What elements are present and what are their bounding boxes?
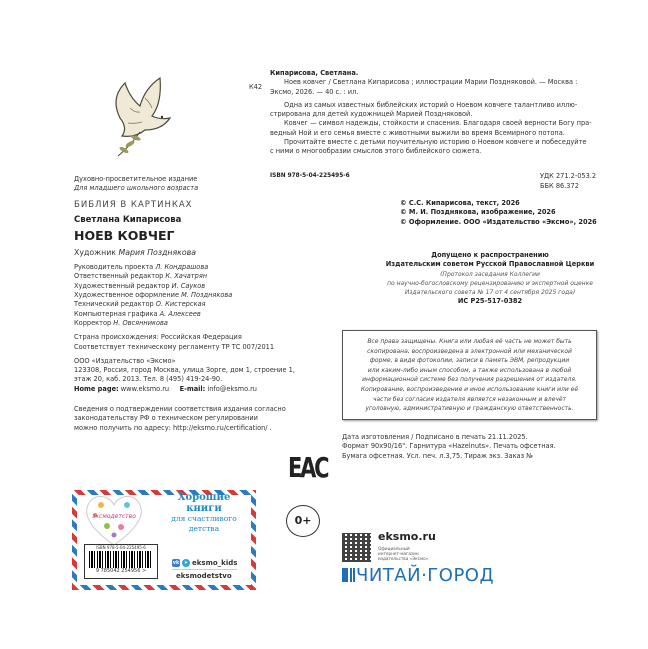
annotation-line: Ковчег — символ надежды, стойкости и спасения. Благодаря своей верности Богу пра-: [284, 119, 592, 128]
social-links: [172, 557, 237, 582]
rights-line: Копирование, воспроизведение и иное использование книги или её: [360, 385, 579, 393]
slogan-line: детства: [188, 524, 220, 533]
rights-line: скопирована, воспроизведена в электронной или механической: [367, 347, 572, 355]
series-title: БИБЛИЯ В КАРТИНКАХ: [74, 199, 193, 210]
catalog-code: К42: [249, 83, 263, 91]
certification-line: Сведения о подтверждении соответствия издания согласно: [74, 405, 286, 414]
credit-line: [74, 272, 295, 281]
udk: УДК 271.2-053.2: [540, 172, 597, 180]
illustrator-role: Художник: [74, 248, 119, 258]
credit-name: О. Кистерская: [155, 300, 206, 309]
credit-role: Ответственный редактор: [74, 272, 166, 281]
credit-name: И. Сауков: [171, 281, 206, 290]
print-line: Дата изготовления / Подписано в печать 21.11.2025.: [342, 433, 528, 441]
left-column: [74, 175, 295, 433]
protocol-line: (Протокол заседания Коллегии: [440, 270, 540, 278]
rights-line: или каким-либо иным способом, а также использована в любой: [367, 366, 572, 374]
dove-with-olive-branch-illustration: [100, 68, 185, 163]
caption-line: интернет-магазин: [378, 551, 419, 556]
age-group: Для младшего школьного возраста: [74, 184, 199, 193]
eksmo-kids-sticker: [72, 490, 256, 590]
annotation-line: с ними о многообразии смыслов этого библейского сюжета.: [270, 147, 482, 156]
illustrator-name: Мария Позднякова: [118, 248, 197, 258]
credit-role: Руководитель проекта: [74, 263, 156, 272]
rights-line: информационной системе без получения разрешения от издателя.: [362, 376, 577, 384]
social-handle[interactable]: eksmo_kids: [192, 559, 238, 567]
approval-code: ИС Р25-517-0382: [457, 297, 523, 306]
approval-line: Издательским советом Русской Православной Церкви: [385, 260, 595, 269]
telegram-icon[interactable]: ➤: [183, 560, 189, 566]
chitai-gorod-logo: [342, 565, 495, 586]
credit-name: Н. Овсянникова: [113, 318, 168, 327]
social-handle[interactable]: eksmodetstvo: [176, 572, 232, 580]
vk-icon[interactable]: vk: [172, 560, 180, 566]
copyright-line: © Оформление. ООО «Издательство «Эксмо», 2026: [400, 217, 597, 226]
rights-notice-box: [342, 330, 597, 420]
isbn: ISBN 978-5-04-225495-6: [270, 173, 350, 179]
home-page-link[interactable]: www.eksmo.ru: [118, 384, 170, 393]
eac-mark: EAC: [288, 451, 328, 484]
email-label: E-mail:: [179, 384, 206, 393]
publisher-line: этаж 20, каб. 2013. Тел. 8 (495) 419-24-90.: [74, 375, 223, 384]
credit-name: М. Позднякова: [181, 291, 233, 300]
age-rating-badge: 0+: [286, 505, 320, 537]
edition-type: Духовно-просветительное издание: [74, 175, 198, 183]
catalog-record: [270, 69, 592, 157]
slogan: [159, 492, 249, 534]
catalog-entry-line: Эксмо, 2026. — 40 с. : ил.: [270, 87, 359, 96]
annotation-line: стрирована для детей художницей Марией Поздняковой.: [270, 110, 473, 119]
church-approval: [340, 251, 640, 307]
barcode-digits: 9 785042 254956 >: [95, 568, 147, 574]
credit-line: [74, 300, 295, 309]
credit-line: [74, 282, 295, 291]
chitai-logo-text: ЧИТАЙ·ГОРОД: [356, 565, 495, 586]
catalog-entry-line: Ноев ковчег / Светлана Кипарисова ; иллюстрации Марии Поздняковой. — Москва :: [284, 78, 578, 87]
rights-line: части без согласия издателя является незаконным и влечёт: [372, 395, 567, 403]
print-info: [342, 433, 556, 461]
catalog-author: Кипарисова, Светлана.: [270, 69, 359, 77]
caption-line: Официальный: [378, 546, 410, 551]
credit-role: Корректор: [74, 318, 114, 327]
email-link[interactable]: info@eksmo.ru: [205, 384, 257, 393]
protocol-line: Издательского совета № 17 от 4 сентября 2025 года): [404, 289, 576, 297]
annotation-line: ведный Ной и его семья вместе с животными выжили во время Всемирного потопа.: [270, 128, 565, 137]
credit-role: Технический редактор: [74, 300, 156, 309]
qr-code[interactable]: [342, 533, 371, 562]
eksmo-site-caption: [378, 546, 428, 561]
print-line: Формат 90x90/16". Гарнитура «Hazelnuts». Печать офсетная.: [342, 442, 556, 451]
credit-line: [74, 319, 295, 328]
barcode: [84, 544, 158, 579]
caption-line: издательства «Эксмо»: [378, 556, 429, 561]
publisher-line: 123308, Россия, город Москва, улица Зорге, дом 1, строение 1,: [74, 366, 295, 375]
barcode-bars: [89, 551, 153, 568]
credit-line: [74, 263, 295, 272]
certification-line: законодательству РФ о техническом регулировании: [74, 414, 258, 423]
rights-line: Все права защищены. Книга или любая её часть не может быть: [367, 338, 572, 345]
copyright-block: [400, 199, 597, 227]
credit-name: К. Хачатрян: [165, 272, 208, 281]
credit-role: Художественный редактор: [74, 281, 172, 290]
certification-line: можно получить по адресу: http://eksmo.ru/certification/ .: [74, 423, 272, 432]
rights-line: уголовную, административную и гражданскую ответственность.: [365, 405, 574, 413]
credit-name: А. Алексеев: [159, 309, 201, 318]
eksmo-site[interactable]: eksmo.ru: [378, 530, 436, 543]
book-title: НОЕВ КОВЧЕГ: [74, 228, 175, 244]
chitai-logo-mark-icon: [342, 568, 348, 582]
slogan-line: книги: [186, 503, 222, 514]
origin-line: Страна происхождения: Российская Федерация: [74, 333, 242, 342]
slogan-line: Хорошие: [177, 492, 231, 503]
home-page-label: Home page:: [74, 384, 119, 393]
credit-role: Компьютерная графика: [74, 309, 160, 318]
book-author: Светлана Кипарисова: [74, 214, 182, 225]
copyright-line: © С.С. Кипарисова, текст, 2026: [400, 199, 520, 207]
credit-role: Художественное оформление: [74, 291, 182, 300]
origin-line: Соответствует техническому регламенту ТР ТС 007/2011: [74, 342, 275, 351]
annotation-line: Прочитайте вместе с детьми поучительную историю о Ноевом ковчеге и побеседуйте: [284, 138, 587, 147]
protocol-line: по научно-богословскому рецензированию и экспертной оценке: [387, 279, 593, 287]
print-line: Бумага офсетная. Усл. печ. л.3,75. Тираж экз. Заказ №: [342, 451, 534, 460]
credit-name: Л. Кондрашова: [155, 263, 209, 272]
annotation-line: Одна из самых известных библейских историй о Ноевом ковчеге талантливо иллю-: [284, 100, 578, 109]
heart-logo-icon: [83, 491, 145, 547]
slogan-line: для счастливого: [171, 514, 237, 523]
approval-line: Допущено к распространению: [431, 251, 549, 259]
heart-logo-text: эксмодетство: [92, 513, 136, 520]
credit-line: [74, 291, 295, 300]
rights-line: форме, в виде фотокопии, записи в память ЭВМ, репродукции: [369, 357, 570, 365]
publisher-line: ООО «Издательство «Эксмо»: [74, 356, 176, 365]
credit-line: [74, 310, 295, 319]
copyright-line: © М. И. Позднякова, изображение, 2026: [400, 208, 556, 217]
bbk: ББК 86.372: [540, 182, 579, 190]
barcode-isbn: ISBN 978-5-04-225495-6: [96, 545, 146, 550]
